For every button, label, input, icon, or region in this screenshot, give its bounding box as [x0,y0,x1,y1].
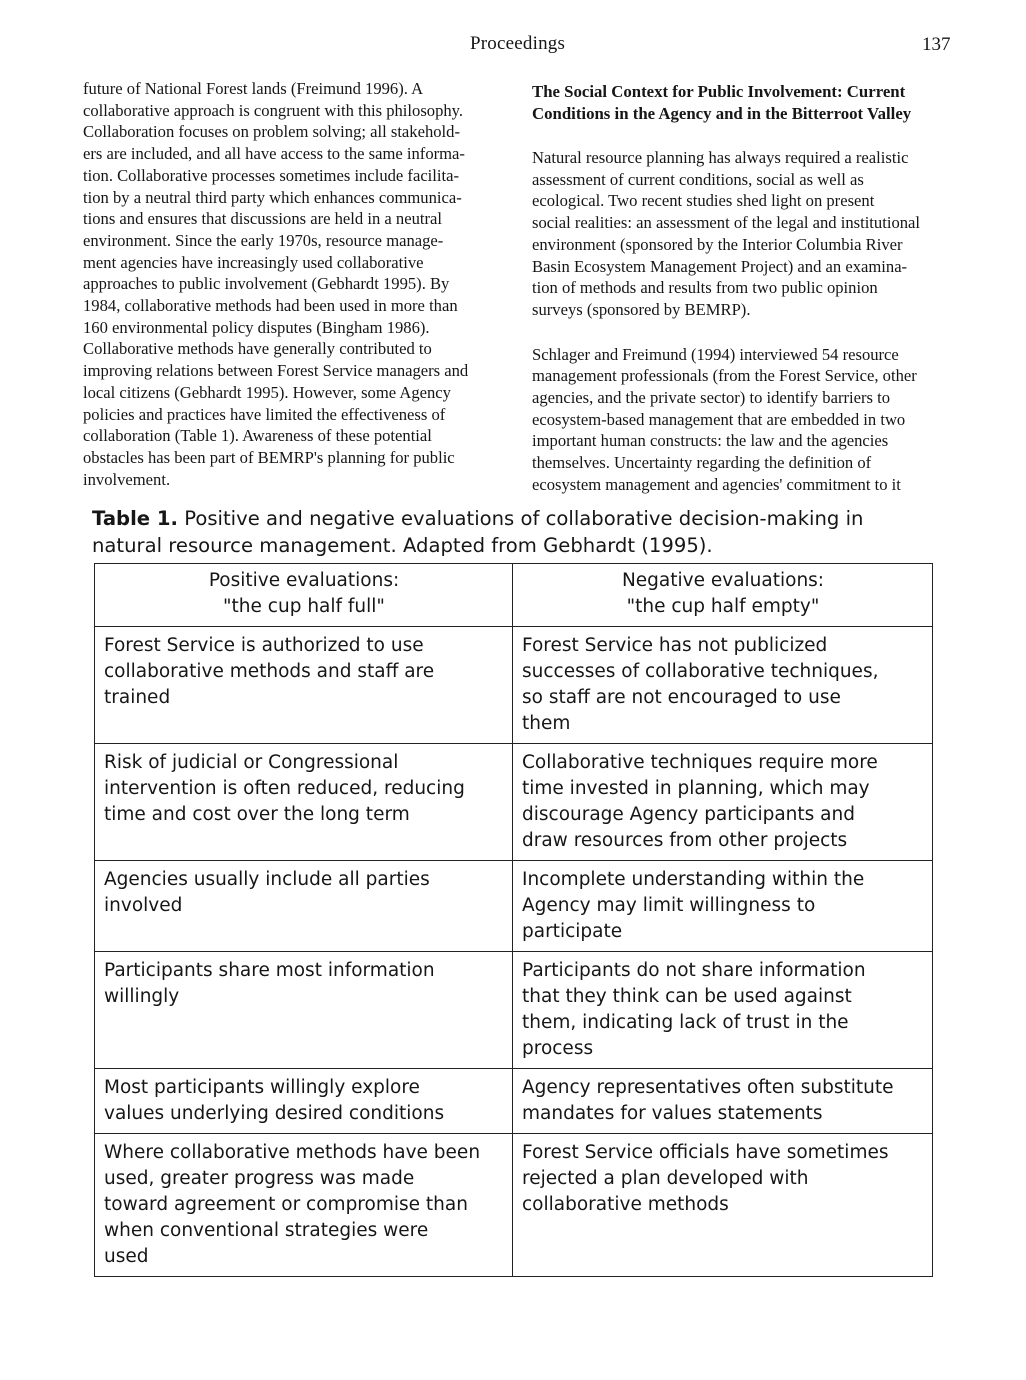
header-line: Positive evaluations: [208,570,400,591]
cell-line: Most participants willingly explore [104,1077,420,1098]
cell-line: Agencies usually include all parties [104,869,430,890]
right-paragraph-2 [532,344,952,496]
cell-line: values underlying desired conditions [104,1103,445,1124]
table-row [95,627,933,744]
text-line: Schlager and Freimund (1994) interviewed 54 resource [532,344,899,364]
caption-line: natural resource management. Adapted from Gebhardt (1995). [92,534,713,557]
cell-line: Forest Service is authorized to use [104,635,424,656]
text-line: assessment of current conditions, social as well as [532,169,864,189]
positive-header [95,564,513,627]
text-line: tion of methods and results from two public opinion [532,278,878,298]
cell-line: rejected a plan developed with [522,1168,809,1189]
positive-cell [95,952,513,1069]
cell-line: Agency representatives often substitute [522,1077,894,1098]
heading-line: The Social Context for Public Involvement: Current [532,82,906,101]
negative-header [513,564,933,627]
caption-line [92,505,952,532]
cell-line: trained [104,687,171,708]
table-row [95,952,933,1069]
text-line: ment agencies have increasingly used collaborative [83,252,424,272]
text-line: policies and practices have limited the effectiveness of [83,404,446,424]
text-line: tions and ensures that discussions are held in a neutral [83,209,442,229]
cell-line: Incomplete understanding within the [522,869,865,890]
text-line: surveys (sponsored by BEMRP). [532,299,751,319]
page-number: 137 [922,34,951,55]
cell-line: Where collaborative methods have been [104,1142,481,1163]
table-row [95,861,933,952]
negative-cell [513,1069,933,1134]
positive-cell [95,1069,513,1134]
running-head: Proceedings [470,33,566,54]
table-caption [92,505,952,559]
heading-line: Conditions in the Agency and in the Bitterroot Valley [532,103,912,123]
cell-line: involved [104,895,183,916]
cell-line: toward agreement or compromise than [104,1194,468,1215]
text-line: collaborative approach is congruent with this philosophy. [83,100,464,120]
right-column [532,81,952,496]
cell-line: draw resources from other projects [522,830,848,851]
text-line: Natural resource planning has always required a realistic [532,148,909,167]
text-line: ecosystem-based management that are embedded in two [532,409,906,429]
negative-cell [513,627,933,744]
text-line: themselves. Uncertainty regarding the definition of [532,453,872,473]
cell-line: Forest Service has not publicized [522,635,828,656]
positive-cell [95,1134,513,1277]
negative-cell [513,952,933,1069]
cell-line: discourage Agency participants and [522,804,855,825]
text-line: local citizens (Gebhardt 1995). However, some Agency [83,382,451,402]
text-line: important human constructs: the law and the agencies [532,431,889,451]
text-line: ecological. Two recent studies shed light on present [532,191,875,211]
text-line: improving relations between Forest Service managers and [83,361,469,381]
positive-cell [95,627,513,744]
left-column [83,78,508,490]
negative-cell [513,744,933,861]
cell-line: successes of collaborative techniques, [522,661,879,682]
caption-text: Positive and negative evaluations of collaborative decision-making in [178,507,864,530]
positive-cell [95,744,513,861]
cell-line: used [104,1246,149,1267]
cell-line: when conventional strategies were [104,1220,429,1241]
cell-line: them, indicating lack of trust in the [522,1012,849,1033]
header-line: "the cup half full" [223,596,385,617]
left-paragraph [83,78,508,490]
cell-line: process [522,1038,594,1059]
cell-line: used, greater progress was made [104,1168,415,1189]
cell-line: collaborative methods and staff are [104,661,435,682]
right-paragraph-1 [532,147,952,321]
text-line: environment. Since the early 1970s, resource manage- [83,230,444,250]
text-line: ecosystem management and agencies' commitment to it [532,474,901,494]
text-line: 160 environmental policy disputes (Bingham 1986). [83,317,430,337]
cell-line: time and cost over the long term [104,804,410,825]
text-line: management professionals (from the Forest Service, other [532,366,917,386]
cell-line: Risk of judicial or Congressional [104,752,399,773]
cell-line: Participants do not share information [522,960,866,981]
text-line: agencies, and the private sector) to identify barriers to [532,388,891,408]
cell-line: that they think can be used against [522,986,852,1007]
text-line: 1984, collaborative methods had been used in more than [83,296,458,316]
cell-line: Participants share most information [104,960,435,981]
text-line: future of National Forest lands (Freimund 1996). A [83,79,424,98]
text-line: tion. Collaborative processes sometimes include facilita- [83,165,460,185]
negative-cell [513,861,933,952]
header-line: Negative evaluations: [621,570,825,591]
text-line: Basin Ecosystem Management Project) and an examina- [532,256,908,276]
text-line: involvement. [83,469,171,489]
cell-line: so staff are not encouraged to use [522,687,841,708]
table-row [95,1134,933,1277]
section-heading [532,81,952,124]
text-line: collaboration (Table 1). Awareness of these potential [83,426,432,446]
text-line: environment (sponsored by the Interior Columbia River [532,234,903,254]
text-line: approaches to public involvement (Gebhardt 1995). By [83,274,450,294]
cell-line: them [522,713,571,734]
cell-line: Agency may limit willingness to [522,895,816,916]
negative-cell [513,1134,933,1277]
text-line: tion by a neutral third party which enhances communica- [83,187,462,207]
table-header-row [95,564,933,627]
cell-line: mandates for values statements [522,1103,823,1124]
table-row [95,744,933,861]
cell-line: participate [522,921,623,942]
text-line: Collaboration focuses on problem solving; all stakehold- [83,122,460,142]
cell-line: willingly [104,986,180,1007]
text-line: obstacles has been part of BEMRP's planning for public [83,447,455,467]
cell-line: time invested in planning, which may [522,778,870,799]
caption-label: Table 1. [92,507,178,530]
text-line: Collaborative methods have generally contributed to [83,339,432,359]
cell-line: Forest Service officials have sometimes [522,1142,889,1163]
evaluations-table [94,563,933,1277]
text-line: ers are included, and all have access to the same informa- [83,144,465,164]
positive-cell [95,861,513,952]
text-line: social realities: an assessment of the legal and institutional [532,213,921,233]
cell-line: collaborative methods [522,1194,729,1215]
cell-line: Collaborative techniques require more [522,752,878,773]
header-line: "the cup half empty" [626,596,820,617]
table-row [95,1069,933,1134]
cell-line: intervention is often reduced, reducing [104,778,465,799]
